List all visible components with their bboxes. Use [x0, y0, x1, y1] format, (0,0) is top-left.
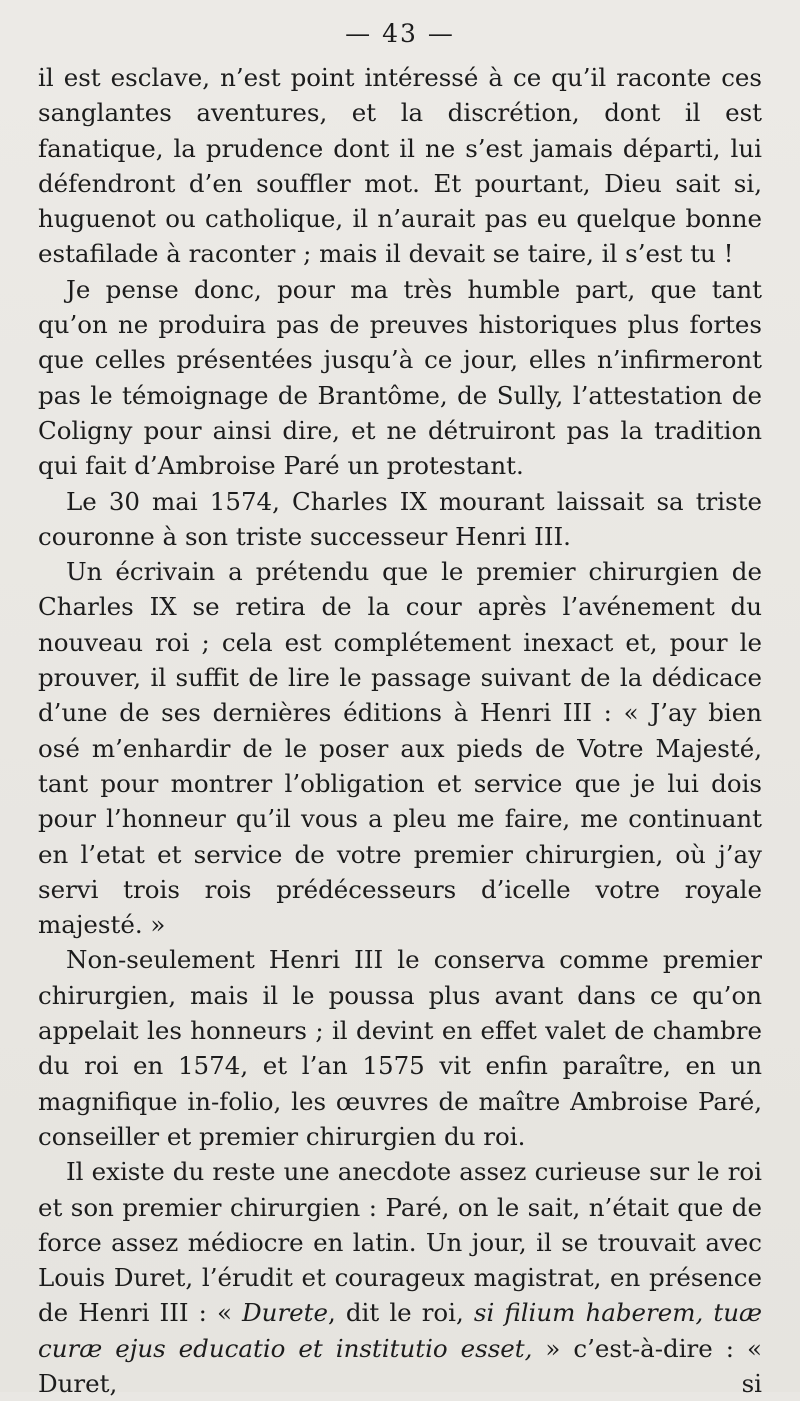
paragraph-2: Je pense donc, pour ma très humble part, que tant qu’on ne produira pas de preuves historiques plus fortes que celles présentées jusqu’à ce jour, elles n’infirmeront pas le témoignage de Brantôme, de Sully, l’attestation de Coligny pour ainsi dire, et ne détruiront pas la tradition qui fait d’Ambroise Paré un protestant.: [38, 274, 762, 481]
page-number: — 43 —: [345, 19, 455, 48]
paragraph-5: Non-seulement Henri III le conserva comme premier chirurgien, mais il le poussa plus avant dans ce qu’on appelait les honneurs ; il devint en effet valet de chambre du roi en 1574, et l’an 1575 vit enfin paraître, en un magnifique in-folio, les œuvres de maître Ambroise Paré, conseiller et premier chirurgien du roi.: [38, 945, 762, 1151]
paragraph-6-italic-latin-quote: si filium haberem, tuæ curæ ejus educatio et institutio esset,: [38, 1298, 762, 1363]
paragraph-6-text-before: Il existe du reste une anecdote assez curieuse sur le roi et son premier chirurgien : Paré, on le sait, n’était que de force assez médiocre en latin. Un jour, il se trouvait avec Louis Duret, l’érudit et courageux magistrat, en présence de Henri III : «: [38, 1157, 762, 1328]
page-body: [38, 60, 762, 1401]
paragraph-3: Le 30 mai 1574, Charles IX mourant laissait sa triste couronne à son triste successeur Henri III.: [38, 486, 762, 551]
paragraph-6: [38, 1154, 762, 1401]
paragraph-6-text-middle: , dit le roi,: [328, 1298, 474, 1328]
paragraph-1: il est esclave, n’est point intéressé à ce qu’il raconte ces sanglantes aventures, et la discrétion, dont il est fanatique, la prudence dont il ne s’est jamais départi, lui défendront d’en souffler mot. Et pourtant, Dieu sait si, huguenot ou catholique, il n’aurait pas eu quelque bonne estafilade à raconter ; mais il devait se taire, il s’est tu !: [38, 63, 762, 269]
paragraph-4: Un écrivain a prétendu que le premier chirurgien de Charles IX se retira de la cour après l’avénement du nouveau roi ; cela est complétement inexact et, pour le prouver, il suffit de lire le passage suivant de la dédicace d’une de ses dernières éditions à Henri III : « J’ay bien osé m’enhardir de le poser aux pieds de Votre Majesté, tant pour montrer l’obligation et service que je lui dois pour l’honneur qu’il vous a pleu me faire, me continuant en l’etat et service de votre premier chirurgien, où j’ay servi trois rois prédécesseurs d’icelle votre royale majesté. »: [38, 557, 762, 940]
paragraph-6-text-after: » c’est-à-dire : « Duret, si: [38, 1333, 762, 1398]
paragraph-6-italic-durete: Durete: [242, 1298, 329, 1328]
